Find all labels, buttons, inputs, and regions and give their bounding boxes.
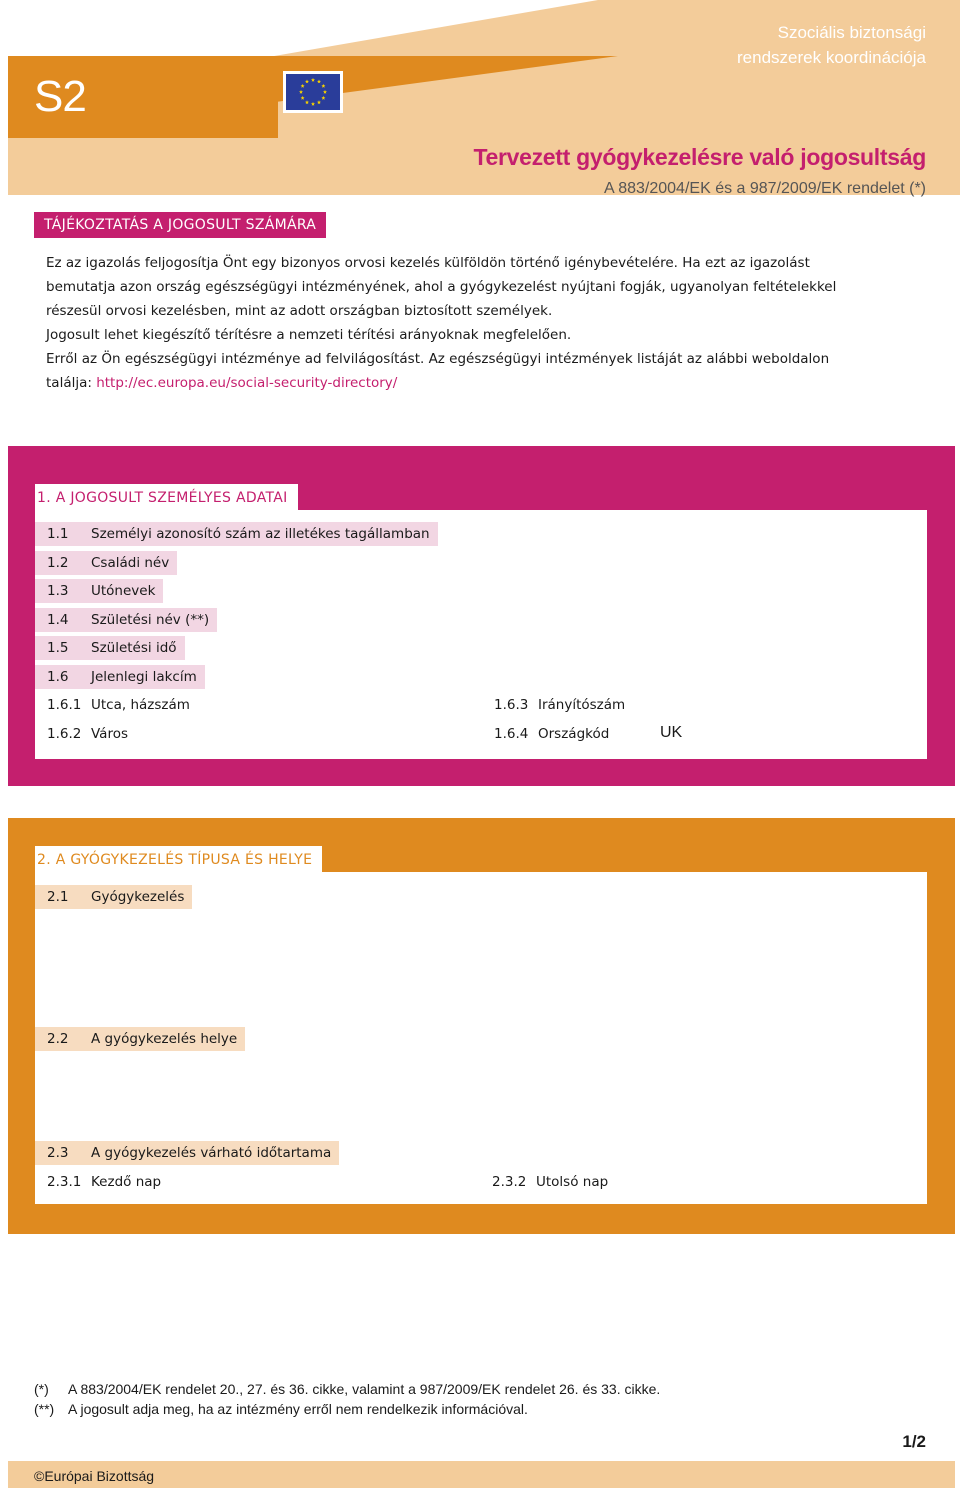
footnote-text: A 883/2004/EK rendelet 20., 27. és 36. cikke, valamint a 987/2009/EK rendelet 26. és 33. cikke. — [68, 1381, 661, 1397]
field-number: 1.6.4 — [494, 726, 529, 742]
footnote-mark: (**) — [34, 1401, 55, 1417]
field-label: Város — [91, 726, 129, 742]
field-number: 1.6 — [47, 669, 69, 685]
star-icon — [323, 90, 327, 94]
organization-name — [737, 20, 926, 70]
section-1-heading: 1. A JOGOSULT SZEMÉLYES ADATAI — [35, 484, 298, 512]
field-label: Születési idő — [91, 640, 177, 656]
field-number: 1.1 — [47, 526, 69, 542]
field-birth-name[interactable] — [35, 608, 217, 632]
star-icon — [311, 102, 315, 106]
star-icon — [301, 84, 305, 88]
info-line-last — [46, 371, 916, 395]
field-label: Kezdő nap — [91, 1174, 162, 1190]
field-treatment[interactable] — [35, 885, 192, 909]
info-text — [46, 251, 916, 395]
info-line: Jogosult lehet kiegészítő térítésre a nemzeti térítési arányoknak megfelelően. — [46, 327, 572, 343]
field-treatment-duration[interactable] — [35, 1141, 339, 1165]
field-current-address[interactable] — [35, 665, 205, 689]
form-code: S2 — [34, 72, 86, 121]
field-personal-id[interactable] — [35, 522, 438, 546]
info-heading: TÁJÉKOZTATÁS A JOGOSULT SZÁMÁRA — [34, 212, 326, 238]
field-forenames[interactable] — [35, 579, 163, 603]
star-icon — [317, 80, 321, 84]
star-icon — [305, 100, 309, 104]
star-icon — [299, 90, 303, 94]
field-city[interactable] — [35, 722, 136, 746]
field-number: 1.4 — [47, 612, 69, 628]
star-icon — [305, 80, 309, 84]
copyright: ©Európai Bizottság — [34, 1468, 155, 1484]
page-number: 1/2 — [902, 1432, 926, 1451]
field-date-of-birth[interactable] — [35, 636, 185, 660]
footnote — [34, 1401, 528, 1417]
field-street[interactable] — [35, 693, 198, 717]
eu-flag-icon — [283, 71, 343, 113]
info-line-prefix: találja: — [46, 375, 97, 391]
field-label: Személyi azonosító szám az illetékes tagállamban — [91, 526, 430, 542]
field-number: 1.6.1 — [47, 697, 82, 713]
field-label: A gyógykezelés helye — [91, 1031, 238, 1047]
star-icon — [321, 96, 325, 100]
eu-stars-icon — [286, 74, 340, 110]
organization-line-1: Szociális biztonsági — [777, 23, 926, 42]
footnote — [34, 1381, 660, 1397]
footnote-mark: (*) — [34, 1381, 49, 1397]
field-number: 2.3 — [47, 1145, 69, 1161]
document-title: Tervezett gyógykezelésre való jogosultság — [473, 144, 926, 170]
field-label: Utolsó nap — [536, 1174, 609, 1190]
field-country-code[interactable] — [482, 722, 617, 746]
star-icon — [321, 84, 325, 88]
info-line: részesül orvosi kezelésben, mint az adott országban biztosított személyek. — [46, 303, 553, 319]
info-line: Erről az Ön egészségügyi intézménye ad felvilágosítást. Az egészségügyi intézmények listáját az alábbi weboldalon — [46, 351, 830, 367]
field-number: 1.6.3 — [494, 697, 529, 713]
field-label: Utca, házszám — [91, 697, 190, 713]
field-number: 1.5 — [47, 640, 69, 656]
field-number: 2.1 — [47, 889, 69, 905]
field-number: 2.3.1 — [47, 1174, 82, 1190]
document-subtitle: A 883/2004/EK és a 987/2009/EK rendelet (*) — [603, 180, 926, 197]
section-2-heading: 2. A GYÓGYKEZELÉS TÍPUSA ÉS HELYE — [35, 846, 322, 874]
field-end-date[interactable] — [480, 1170, 616, 1194]
star-icon — [301, 96, 305, 100]
field-label: Születési név (**) — [91, 612, 210, 628]
country-code-value[interactable]: UK — [660, 724, 683, 741]
field-postcode[interactable] — [482, 693, 633, 717]
field-label: Országkód — [538, 726, 610, 742]
field-label: Gyógykezelés — [91, 889, 185, 905]
field-number: 2.3.2 — [492, 1174, 527, 1190]
field-number: 1.6.2 — [47, 726, 82, 742]
field-label: Utónevek — [91, 583, 156, 599]
info-line: Ez az igazolás feljogosítja Önt egy bizonyos orvosi kezelés külföldön történő igénybevételére. Ha ezt az igazolást — [46, 255, 810, 271]
field-number: 1.2 — [47, 555, 69, 571]
field-number: 2.2 — [47, 1031, 69, 1047]
star-icon — [311, 78, 315, 82]
field-label: Családi név — [91, 555, 170, 571]
field-number: 1.3 — [47, 583, 69, 599]
field-label: Irányítószám — [538, 697, 626, 713]
footnote-text: A jogosult adja meg, ha az intézmény erről nem rendelkezik információval. — [68, 1401, 528, 1417]
field-label: A gyógykezelés várható időtartama — [91, 1145, 332, 1161]
directory-link[interactable]: http://ec.europa.eu/social-security-directory/ — [96, 375, 398, 391]
info-line: bemutatja azon ország egészségügyi intézményének, ahol a gyógykezelést nyújtani fogják, ugyanolyan feltételekkel — [46, 279, 837, 295]
field-start-date[interactable] — [35, 1170, 169, 1194]
section-1-body — [35, 510, 927, 759]
organization-line-2: rendszerek koordinációja — [737, 48, 926, 67]
field-treatment-place[interactable] — [35, 1027, 245, 1051]
star-icon — [317, 100, 321, 104]
field-label: Jelenlegi lakcím — [91, 669, 197, 685]
field-surname[interactable] — [35, 551, 177, 575]
